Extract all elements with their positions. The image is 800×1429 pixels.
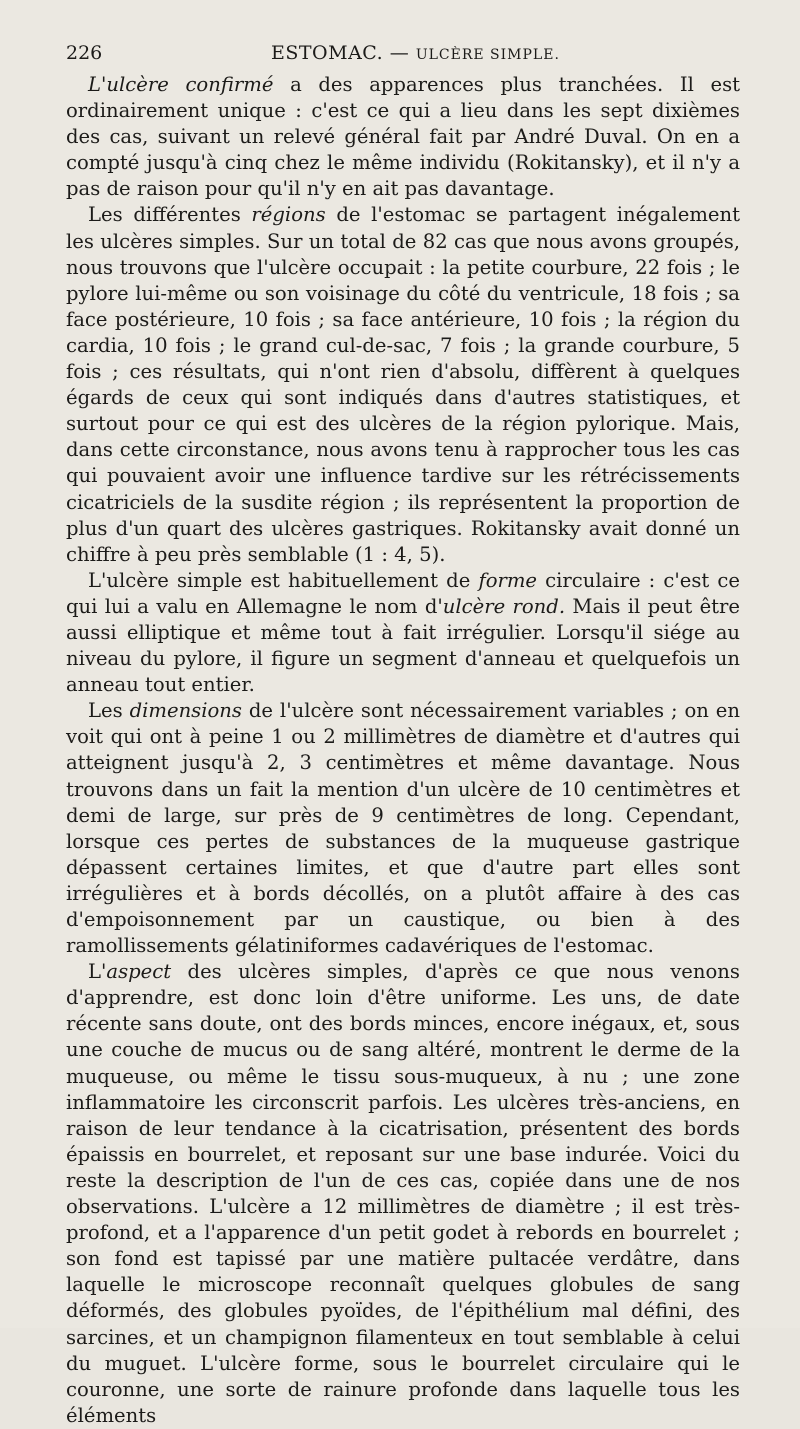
text-body xyxy=(66,72,740,1429)
italic-term: dimensions xyxy=(129,699,242,723)
page-number: 226 xyxy=(66,42,103,64)
paragraph-text: de l'ulcère sont nécessairement variables ; on en voit qui ont à peine 1 ou 2 millimètres de diamètre et d'autres qui atteignent jusqu'à 2, 3 centimètres et même davantage. Nous trouvons dans un fait la mention d'un ulcère de 10 centimètres et demi de large, sur près de 9 centimètres de long. Cependant, lorsque ces pertes de substances de la muqueuse gastrique dépassent certaines limites, et que d'autre part elles sont irrégulières et à bords décollés, on a plutôt affaire à des cas d'empoisonnement par un caustique, ou bien à des ramollissements gélatiniformes cadavériques de l'estomac. xyxy=(66,699,741,958)
paragraph-text: L'ulcère simple est habituellement de xyxy=(88,568,479,592)
paragraph-text: Les différentes xyxy=(88,203,252,227)
header-dash: — xyxy=(389,42,410,64)
running-header xyxy=(66,38,740,68)
paragraph-text: circulaire : c'est ce qui lui a valu en Allemagne le nom d' xyxy=(66,568,740,618)
paragraph-ulcere-confirme xyxy=(66,72,740,202)
running-title xyxy=(271,38,560,70)
paragraph-text: L' xyxy=(88,960,107,984)
italic-term: ulcère rond. xyxy=(442,594,566,618)
paragraph-text: a des apparences plus tranchées. Il est ordinairement unique : c'est ce qui a lieu dans les sept dixièmes des cas, suivant un relevé général fait par André Duval. On en a compté jusqu'à cinq chez le même individu (Rokitansky), et il n'y a pas de raison pour qu'il n'y en ait pas davantage. xyxy=(66,73,740,201)
paragraph-text: Mais il peut être aussi elliptique et même tout à fait irrégulier. Lorsqu'il siége au niveau du pylore, il figure un segment d'anneau et quelquefois un anneau tout entier. xyxy=(66,594,741,697)
paragraph-regions xyxy=(66,202,740,567)
paragraph-aspect xyxy=(66,959,740,1429)
italic-term: forme xyxy=(478,568,538,592)
italic-term: aspect xyxy=(106,960,172,984)
paragraph-text: des ulcères simples, d'après ce que nous venons d'apprendre, est donc loin d'être uniforme. Les uns, de date récente sans doute, ont des bords minces, encore inégaux, et, sous une couche de mucus ou de sang altéré, montrent le derme de la muqueuse, ou même le tissu sous-muqueux, à nu ; une zone inflammatoire les circonscrit parfois. Les ulcères très-anciens, en raison de leur tendance à la cicatrisation, présentent des bords épaissis en bourrelet, et reposant sur une base indurée. Voici du reste la description de l'un de ces cas, copiée dans une de nos observations. L'ulcère a 12 millimètres de diamètre ; il est très-profond, et a l'apparence d'un petit godet à rebords en bourrelet ; son fond est tapissé par une matière pultacée verdâtre, dans laquelle le microscope reconnaît quelques globules de sang déformés, des globules pyoïdes, de l'épithélium mal défini, des sarcines, et un champignon filamenteux en tout semblable à celui du muguet. L'ulcère forme, sous le bourrelet circulaire qui le couronne, une sorte de rainure profonde dans laquelle tous les éléments xyxy=(66,960,740,1427)
italic-term: L'ulcère confirmé xyxy=(88,73,274,96)
header-title: ESTOMAC. xyxy=(271,42,384,64)
paragraph-dimensions xyxy=(66,698,740,959)
italic-term: régions xyxy=(251,203,326,227)
header-subtitle: ULCÈRE SIMPLE. xyxy=(415,47,560,63)
paragraph-forme xyxy=(66,568,740,698)
paragraph-text: Les xyxy=(88,699,130,723)
paragraph-text: de l'estomac se partagent inégalement les ulcères simples. Sur un total de 82 cas que nous avons groupés, nous trouvons que l'ulcère occupait : la petite courbure, 22 fois ; le pylore lui-même ou son voisinage du côté du ventricule, 18 fois ; sa face postérieure, 10 fois ; sa face antérieure, 10 fois ; la région du cardia, 10 fois ; le grand cul-de-sac, 7 fois ; la grande courbure, 5 fois ; ces résultats, qui n'ont rien d'absolu, diffèrent à quelques égards de ceux qui sont indiqués dans d'autres statistiques, et surtout pour ce qui est des ulcères de la région pylorique. Mais, dans cette circonstance, nous avons tenu à rapprocher tous les cas qui pouvaient avoir une influence tardive sur les rétrécissements cicatriciels de la susdite région ; ils représentent la proportion de plus d'un quart des ulcères gastriques. Rokitansky avait donné un chiffre à peu près semblable (1 : 4, 5). xyxy=(66,203,740,566)
